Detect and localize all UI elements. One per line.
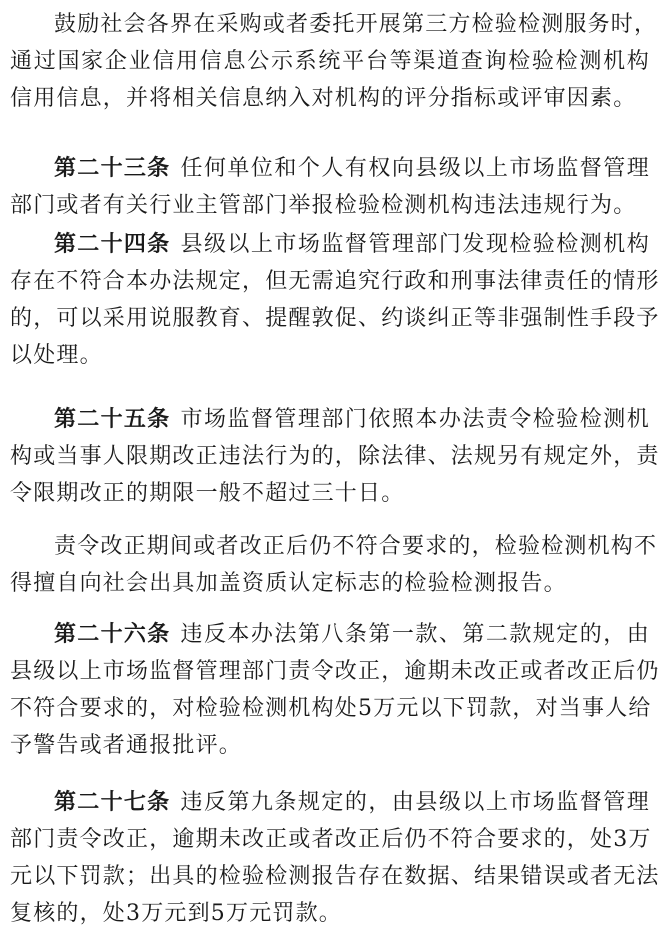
- text-line: 通过国家企业信用信息公示系统平台等渠道查询检验检测机构: [10, 49, 650, 74]
- text-line: 鼓励社会各界在采购或者委托开展第三方检验检测服务时，: [54, 12, 658, 37]
- paragraph-credit-query: [10, 6, 658, 117]
- text-line: 复核的，处3万元到5万元罚款。: [10, 901, 342, 926]
- article-heading: 第二十三条: [54, 156, 171, 181]
- document-page: [10, 0, 660, 952]
- text-line: [10, 784, 650, 821]
- text-line: 信用信息，并将相关信息纳入对机构的评分指标或评审因素。: [10, 86, 637, 111]
- text-line: 得擅自向社会出具加盖资质认定标志的检验检测报告。: [10, 571, 567, 596]
- article-23: [10, 150, 650, 224]
- article-text: 任何单位和个人有权向县级以上市场监督管理: [180, 156, 650, 181]
- article-heading: 第二十四条: [54, 232, 171, 257]
- text-line: 部门或者有关行业主管部门举报检验检测机构违法违规行为。: [10, 193, 637, 218]
- text-line: 部门责令改正，逾期未改正或者改正后仍不符合要求的，处3万: [10, 827, 652, 852]
- article-24: [10, 226, 660, 374]
- article-text: 违反第九条规定的，由县级以上市场监督管理: [180, 790, 650, 815]
- text-line: 不符合要求的，对检验检测机构处5万元以下罚款，对当事人给: [10, 696, 652, 721]
- paragraph-correction-period: [10, 528, 658, 602]
- text-line: 元以下罚款；出具的检验检测报告存在数据、结果错误或者无法: [10, 864, 660, 889]
- article-text: 市场监督管理部门依照本办法责令检验检测机: [180, 407, 650, 432]
- article-heading: 第二十六条: [54, 622, 171, 647]
- text-line: 存在不符合本办法规定，但无需追究行政和刑事法律责任的情形: [10, 269, 660, 294]
- article-25: [10, 401, 660, 512]
- text-line: 令限期改正的期限一般不超过三十日。: [10, 481, 405, 506]
- text-line: [10, 401, 650, 438]
- article-heading: 第二十五条: [54, 407, 171, 432]
- text-line: [10, 150, 650, 187]
- article-heading: 第二十七条: [54, 790, 171, 815]
- article-26: [10, 616, 660, 764]
- article-27: [10, 784, 660, 932]
- article-text: 县级以上市场监督管理部门发现检验检测机构: [180, 232, 650, 257]
- text-line: 构或当事人限期改正违法行为的，除法律、法规另有规定外，责: [10, 444, 660, 469]
- text-line: [10, 226, 650, 263]
- text-line: 以处理。: [10, 343, 103, 368]
- text-line: 予警告或者通报批评。: [10, 733, 243, 758]
- text-line: 责令改正期间或者改正后仍不符合要求的，检验检测机构不: [54, 534, 658, 559]
- text-line: [10, 616, 650, 653]
- text-line: 的，可以采用说服教育、提醒敦促、约谈纠正等非强制性手段予: [10, 306, 660, 331]
- article-text: 违反本办法第八条第一款、第二款规定的，由: [180, 622, 650, 647]
- text-line: 县级以上市场监督管理部门责令改正，逾期未改正或者改正后仍: [10, 659, 660, 684]
